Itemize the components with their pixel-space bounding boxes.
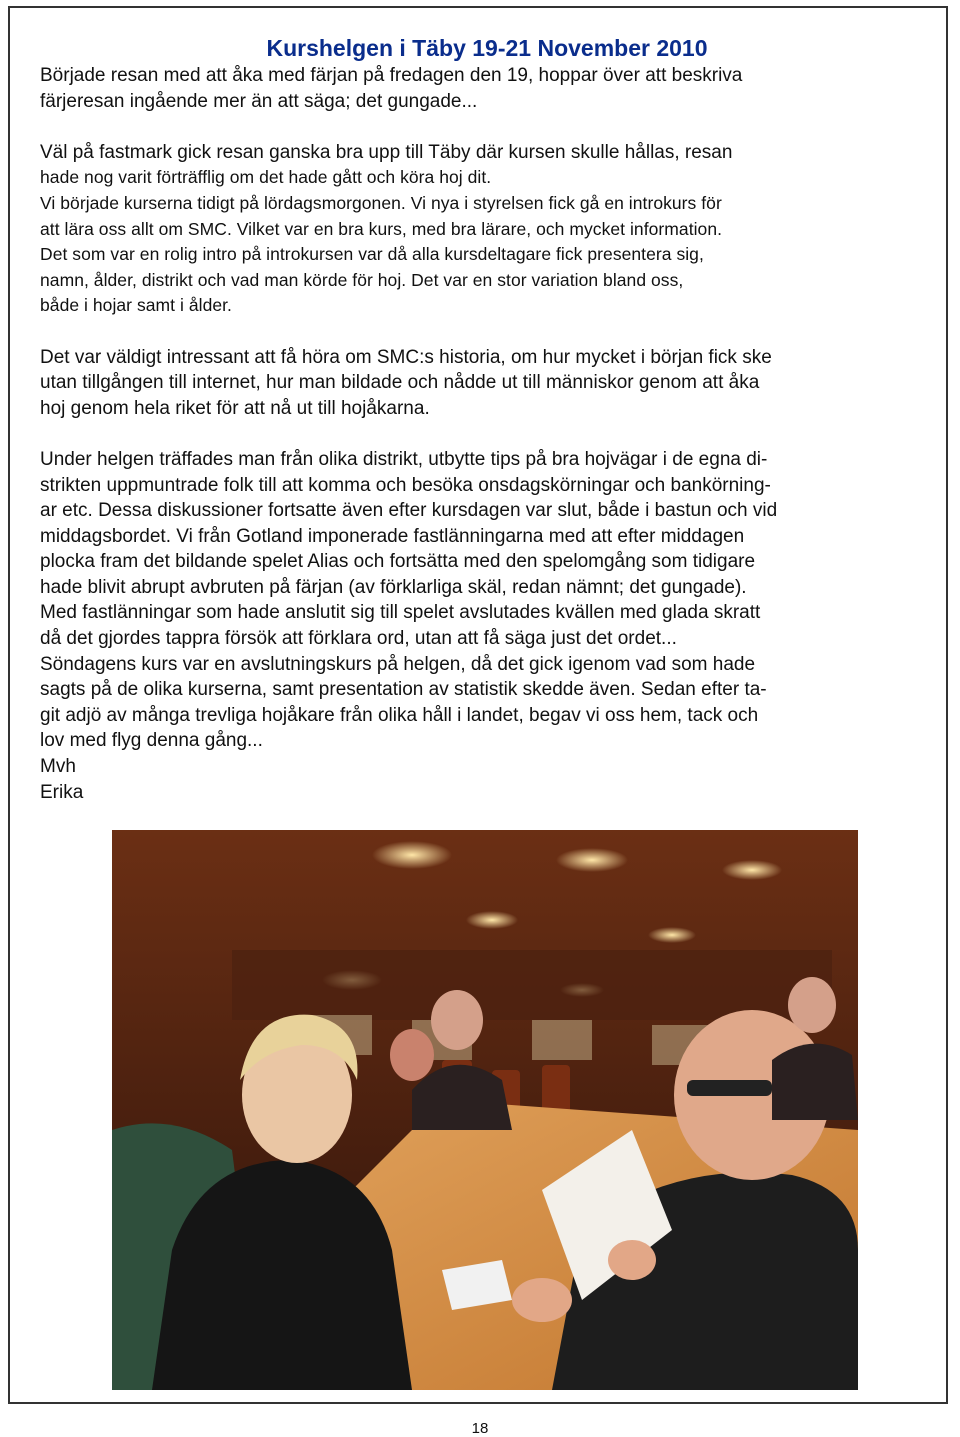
text-line: Började resan med att åka med färjan på fredagen den 19, hoppar över att beskriva [40, 65, 743, 86]
text-line: Det som var en rolig intro på introkursen var då alla kursdeltagare fick presentera sig, [40, 244, 704, 265]
text-line: ar etc. Dessa diskussioner fortsatte även efter kursdagen var slut, både i bastun och vid [40, 500, 778, 522]
text-line: hade blivit abrupt avbruten på färjan (av förklarliga skäl, redan nämnt; det gungade). [40, 576, 747, 598]
text-line: Under helgen träffades man från olika distrikt, utbytte tips på bra hojvägar i de egna di- [40, 448, 768, 470]
text-line: färjeresan ingående mer än att säga; det gungade... [40, 90, 478, 112]
paragraph-2 [40, 140, 920, 319]
text-line: Det var väldigt intressant att få höra om SMC:s historia, om hur mycket i början fick ske [40, 346, 772, 368]
text-line: plocka fram det bildande spelet Alias och fortsätta med den spelomgång som tidigare [40, 551, 756, 573]
text-line: git adjö av många trevliga hojåkare från olika håll i landet, begav vi oss hem, tack och [40, 704, 759, 726]
paragraph-3 [40, 345, 920, 422]
page-number: 18 [471, 1420, 489, 1437]
text-line: utan tillgången till internet, hur man bildade och nådde ut till människor genom att åka [40, 372, 760, 394]
article [40, 33, 920, 805]
text-line: då det gjordes tappra försök att förklara ord, utan att få säga just det ordet... [40, 628, 677, 650]
signoff: Mvh [40, 756, 76, 778]
text-line: Vi började kurserna tidigt på lördagsmorgonen. Vi nya i styrelsen fick gå en introkurs för [40, 192, 722, 213]
text-line: Med fastlänningar som hade anslutit sig till spelet avslutades kvällen med glada skratt [40, 602, 761, 624]
text-line: sagts på de olika kurserna, samt presentation av statistik skedde även. Sedan efter ta- [40, 679, 767, 701]
article-title: Kurshelgen i Täby 19-21 November 2010 [266, 35, 708, 61]
text-line: att lära oss allt om SMC. Vilket var en bra kurs, med bra lärare, och mycket information. [40, 218, 723, 239]
paragraph-4 [40, 447, 920, 805]
paragraph-1 [40, 63, 920, 114]
text-line: både i hojar samt i ålder. [40, 295, 232, 316]
text-line: Väl på fastmark gick resan ganska bra upp till Täby där kursen skulle hållas, resan [40, 141, 733, 163]
photo [112, 830, 858, 1390]
text-line: middagsbordet. Vi från Gotland imponerade fastlänningarna med att efter middagen [40, 525, 745, 547]
text-line: Söndagens kurs var en avslutningskurs på helgen, då det gick igenom vad som hade [40, 653, 756, 675]
text-line: hoj genom hela riket för att nå ut till hojåkarna. [40, 397, 430, 419]
text-line: hade nog varit förträfflig om det hade gått och köra hoj dit. [40, 167, 492, 188]
author-name: Erika [40, 781, 84, 803]
text-line: lov med flyg denna gång... [40, 730, 263, 752]
text-line: namn, ålder, distrikt och vad man körde för hoj. Det var en stor variation bland oss, [40, 269, 684, 290]
text-line: strikten uppmuntrade folk till att komma och besöka onsdagskörningar och bankörning- [40, 474, 771, 496]
